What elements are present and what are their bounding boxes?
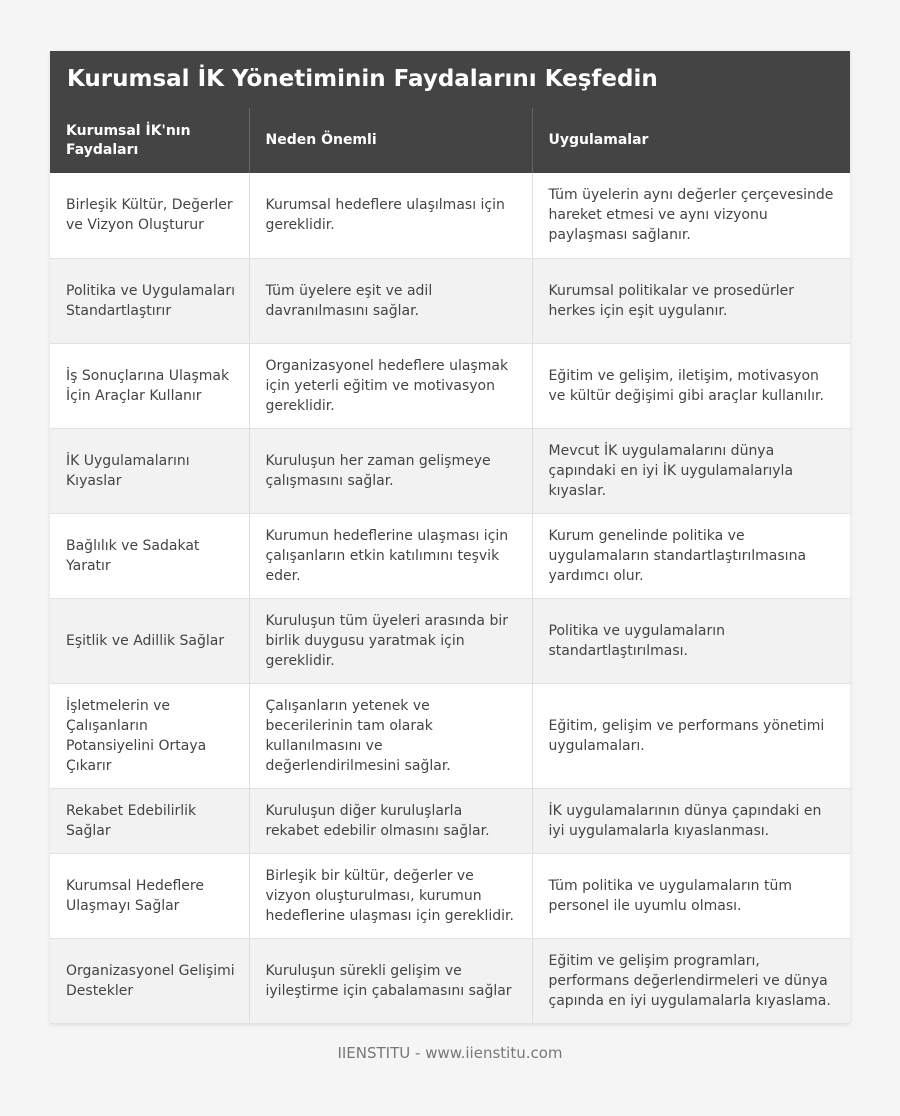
table-cell: Kuruluşun diğer kuruluşlarla rekabet edebilir olmasını sağlar. [249, 788, 532, 853]
table-cell: Organizasyonel hedeflere ulaşmak için yeterli eğitim ve motivasyon gereklidir. [249, 343, 532, 428]
table-cell: Kurumsal hedeflere ulaşılması için gereklidir. [249, 173, 532, 258]
table-cell: Tüm üyelere eşit ve adil davranılmasını sağlar. [249, 258, 532, 343]
table-row [50, 173, 850, 258]
footer-credit: IIENSTITU - www.iienstitu.com [337, 1044, 563, 1062]
table-row [50, 853, 850, 938]
table-row [50, 428, 850, 513]
table-cell: Çalışanların yetenek ve becerilerinin tam olarak kullanılmasını ve değerlendirilmesini sağlar. [249, 683, 532, 788]
table-cell: Politika ve Uygulamaları Standartlaştırır [50, 258, 249, 343]
benefits-card [50, 51, 850, 1024]
table-cell: Eğitim ve gelişim, iletişim, motivasyon ve kültür değişimi gibi araçlar kullanılır. [532, 343, 850, 428]
table-cell: Politika ve uygulamaların standartlaştırılması. [532, 598, 850, 683]
table-cell: Birleşik Kültür, Değerler ve Vizyon Oluşturur [50, 173, 249, 258]
table-cell: İK uygulamalarının dünya çapındaki en iyi uygulamalarla kıyaslanması. [532, 788, 850, 853]
table-cell: Rekabet Edebilirlik Sağlar [50, 788, 249, 853]
table-cell: Kurumsal politikalar ve prosedürler herkes için eşit uygulanır. [532, 258, 850, 343]
table-cell: İş Sonuçlarına Ulaşmak İçin Araçlar Kullanır [50, 343, 249, 428]
table-cell: Eğitim, gelişim ve performans yönetimi uygulamaları. [532, 683, 850, 788]
table-cell: Kuruluşun tüm üyeleri arasında bir birlik duygusu yaratmak için gereklidir. [249, 598, 532, 683]
benefits-table [50, 108, 850, 1024]
column-header-applications: Uygulamalar [548, 132, 649, 148]
column-header-importance: Neden Önemli [249, 108, 532, 173]
table-cell: İşletmelerin ve Çalışanların Potansiyelini Ortaya Çıkarır [50, 683, 249, 788]
table-row [50, 258, 850, 343]
table-cell: Organizasyonel Gelişimi Destekler [50, 938, 249, 1023]
table-cell: Eğitim ve gelişim programları, performans değerlendirmeleri ve dünya çapında en iyi uygulamalarla kıyaslama. [532, 938, 850, 1023]
table-cell: Mevcut İK uygulamalarını dünya çapındaki en iyi İK uygulamalarıyla kıyaslar. [532, 428, 850, 513]
table-row [50, 343, 850, 428]
table-cell: Kuruluşun her zaman gelişmeye çalışmasını sağlar. [249, 428, 532, 513]
page-title: Kurumsal İK Yönetiminin Faydalarını Keşfedin [50, 51, 850, 108]
table-cell: İK Uygulamalarını Kıyaslar [50, 428, 249, 513]
table-row [50, 683, 850, 788]
table-cell: Bağlılık ve Sadakat Yaratır [50, 513, 249, 598]
table-row [50, 788, 850, 853]
table-header-row [50, 108, 850, 173]
table-cell: Tüm üyelerin aynı değerler çerçevesinde hareket etmesi ve aynı vizyonu paylaşması sağlanır. [532, 173, 850, 258]
column-header-benefits: Kurumsal İK'nın Faydaları [50, 108, 249, 173]
table-cell: Kuruluşun sürekli gelişim ve iyileştirme için çabalamasını sağlar [249, 938, 532, 1023]
table-cell: Tüm politika ve uygulamaların tüm personel ile uyumlu olması. [532, 853, 850, 938]
table-row [50, 513, 850, 598]
table-row [50, 598, 850, 683]
table-cell: Kurum genelinde politika ve uygulamaların standartlaştırılmasına yardımcı olur. [532, 513, 850, 598]
table-row [50, 938, 850, 1023]
table-cell: Kurumun hedeflerine ulaşması için çalışanların etkin katılımını teşvik eder. [249, 513, 532, 598]
table-cell: Birleşik bir kültür, değerler ve vizyon oluşturulması, kurumun hedeflerine ulaşması için gereklidir. [249, 853, 532, 938]
table-cell: Eşitlik ve Adillik Sağlar [50, 598, 249, 683]
table-cell: Kurumsal Hedeflere Ulaşmayı Sağlar [50, 853, 249, 938]
